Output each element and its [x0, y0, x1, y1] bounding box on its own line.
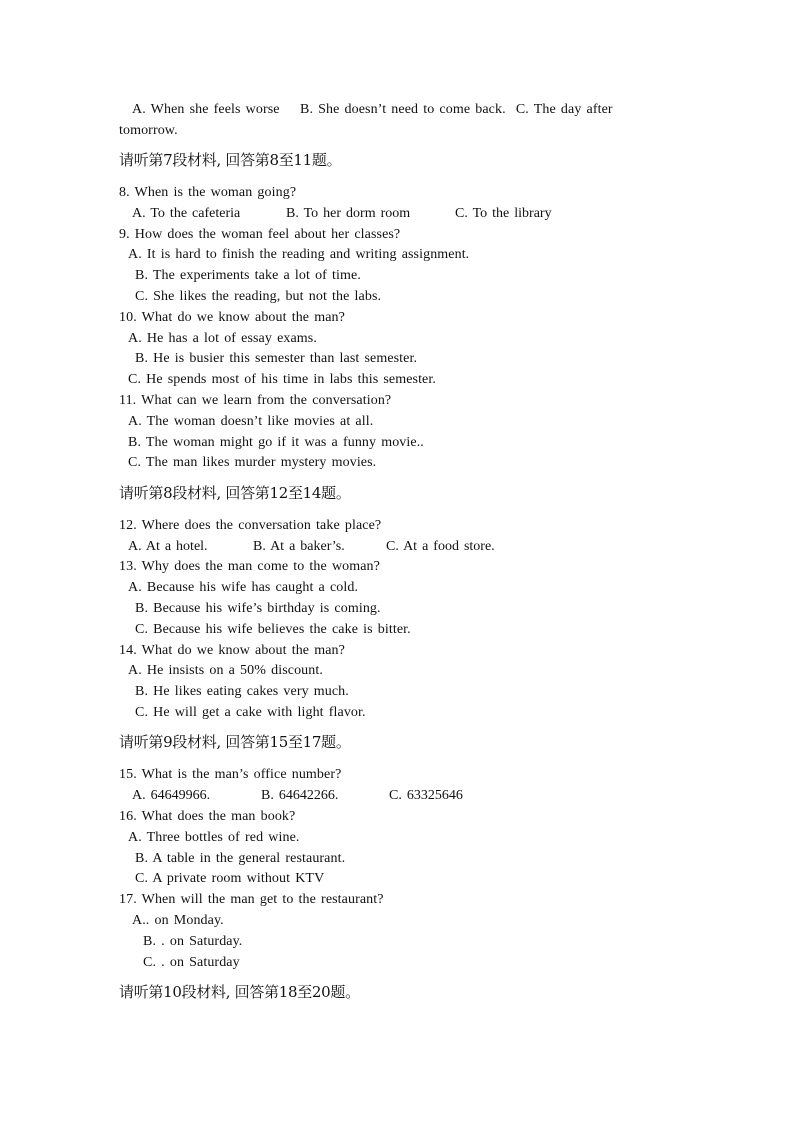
option-c: C. Because his wife believes the cake is bitter. — [135, 622, 411, 637]
option-c: C. 63325646 — [389, 788, 463, 803]
section-heading: 请听第9段材料, 回答第15至17题。 — [119, 733, 351, 751]
question-stem: 8. When is the woman going? — [119, 185, 297, 200]
option-a: A. Because his wife has caught a cold. — [128, 580, 359, 595]
question-stem: 17. When will the man get to the restaurant? — [119, 892, 384, 907]
option-b: B. To her dorm room — [286, 206, 411, 221]
option-b: B. . on Saturday. — [143, 934, 243, 949]
option-row — [0, 787, 794, 805]
q7-options-continuation: tomorrow. — [119, 123, 178, 138]
question-stem: 16. What does the man book? — [119, 809, 296, 824]
option-c: C. He will get a cake with light flavor. — [135, 705, 366, 720]
question-stem: 12. Where does the conversation take place? — [119, 518, 382, 533]
option-b: B. 64642266. — [261, 788, 339, 803]
question-stem: 13. Why does the man come to the woman? — [119, 559, 380, 574]
option-a: A. The woman doesn’t like movies at all. — [128, 414, 374, 429]
option-b: B. A table in the general restaurant. — [135, 851, 346, 866]
question-stem: 15. What is the man’s office number? — [119, 767, 342, 782]
option-row — [0, 538, 794, 556]
option-a: A. At a hotel. — [128, 539, 208, 554]
option-a: A. 64649966. — [132, 788, 211, 803]
option-b: B. The woman might go if it was a funny movie.. — [128, 435, 424, 450]
section-heading: 请听第10段材料, 回答第18至20题。 — [119, 983, 360, 1001]
option-c: C. A private room without KTV — [135, 871, 325, 886]
option-a: A. It is hard to finish the reading and writing assignment. — [128, 247, 470, 262]
section-heading: 请听第7段材料, 回答第8至11题。 — [119, 151, 342, 169]
option-a: A. Three bottles of red wine. — [128, 830, 300, 845]
option-a: A. To the cafeteria — [132, 206, 241, 221]
option-c: C. The man likes murder mystery movies. — [128, 455, 377, 470]
question-stem: 9. How does the woman feel about her classes? — [119, 227, 401, 242]
question-stem: 11. What can we learn from the conversation? — [119, 393, 392, 408]
option-b: B. He is busier this semester than last semester. — [135, 351, 418, 366]
question-stem: 10. What do we know about the man? — [119, 310, 345, 325]
option-c: C. At a food store. — [386, 539, 495, 554]
option-a: A. He insists on a 50% discount. — [128, 663, 323, 678]
option-c: C. She likes the reading, but not the labs. — [135, 289, 382, 304]
question-stem: 14. What do we know about the man? — [119, 643, 345, 658]
option-c: C. To the library — [455, 206, 552, 221]
section-heading: 请听第8段材料, 回答第12至14题。 — [119, 484, 351, 502]
option-b: B. The experiments take a lot of time. — [135, 268, 361, 283]
option-a: A. He has a lot of essay exams. — [128, 331, 317, 346]
option-c: C. He spends most of his time in labs this semester. — [128, 372, 436, 387]
option-b: B. He likes eating cakes very much. — [135, 684, 349, 699]
option-a: A.. on Monday. — [132, 913, 224, 928]
option-c: C. . on Saturday — [143, 955, 240, 970]
option-row — [0, 205, 794, 223]
q7-options-line: A. When she feels worse B. She doesn’t need to come back. C. The day after — [132, 102, 613, 117]
option-b: B. Because his wife’s birthday is coming. — [135, 601, 381, 616]
option-b: B. At a baker’s. — [253, 539, 345, 554]
